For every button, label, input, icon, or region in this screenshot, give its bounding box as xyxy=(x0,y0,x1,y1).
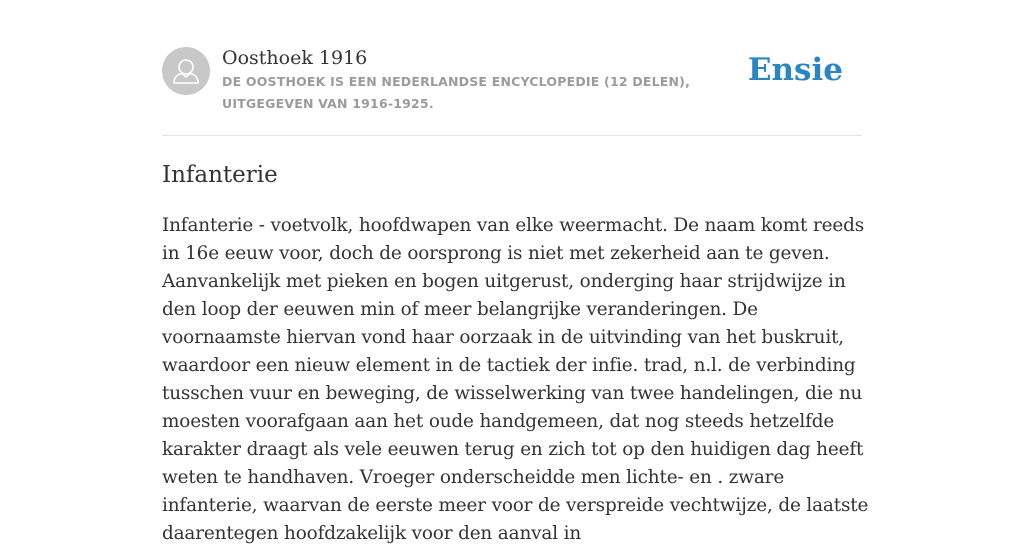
brand-logo[interactable]: Ensie xyxy=(747,52,843,88)
source-title[interactable]: Oosthoek 1916 xyxy=(222,47,368,69)
source-header xyxy=(162,40,862,136)
source-description: DE OOSTHOEK IS EEN NEDERLANDSE ENCYCLOPEDIE (12 DELEN), UITGEGEVEN VAN 1916-1925. xyxy=(222,74,691,111)
avatar[interactable] xyxy=(162,47,210,95)
article-title: Infanterie xyxy=(162,162,278,188)
article-body: Infanterie - voetvolk, hoofdwapen van elke weermacht. De naam komt reeds in 16e eeuw voor, doch de oorsprong is niet met zekerheid aan te geven. Aanvankelijk met pieken en bogen uitgerust, onderging haar strijdwijze in den loop der eeuwen min of meer belangrijke veranderingen. De voornaamste hiervan vond haar oorzaak in de uitvinding van het buskruit, waardoor een nieuw element in de tactiek der infie. trad, n.l. de verbinding tusschen vuur en beweging, de wisselwerking van twee handelingen, die nu moesten voorafgaan aan het oude handgemeen, dat nog steeds hetzelfde karakter draagt als vele eeuwen terug en zich tot op den huidigen dag heeft weten te handhaven. Vroeger onderscheidde men lichte- en . zware infanterie, waarvan de eerste meer voor de verspreide vechtwijze, de laatste daarentegen hoofdzakelijk voor den aanval in xyxy=(162,215,869,544)
user-icon xyxy=(162,47,210,95)
